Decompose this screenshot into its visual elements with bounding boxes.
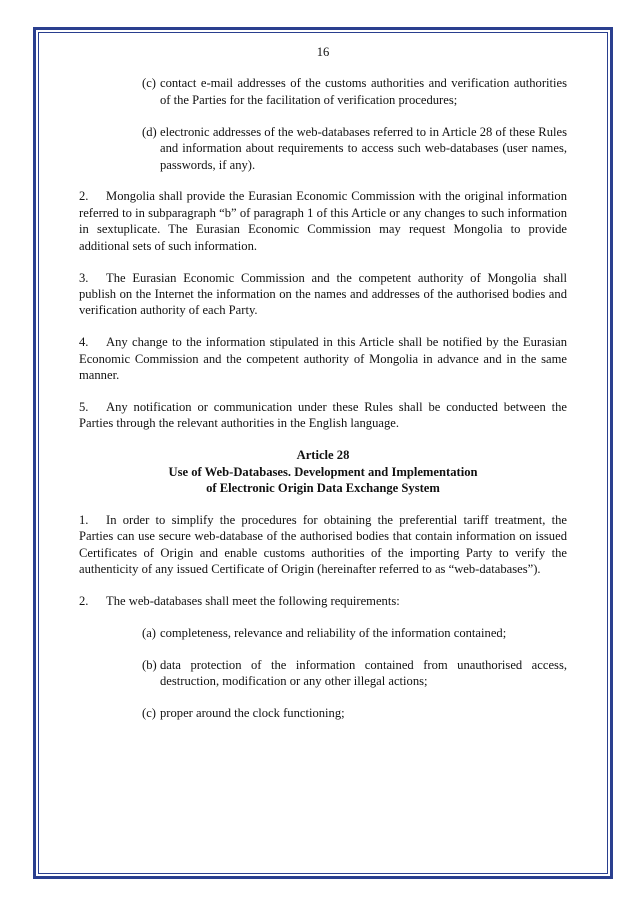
requirement-b (142, 657, 567, 690)
requirement-text: data protection of the information contained from unauthorised access, destruction, modification or any other illegal actions; (160, 657, 567, 689)
paragraph-number: 3. (79, 270, 89, 285)
paragraph-number: 2. (79, 594, 89, 609)
page-content (79, 44, 567, 737)
paragraph-text: Mongolia shall provide the Eurasian Economic Commission with the original information referred to in subparagraph “b” of paragraph 1 of this Article or any changes to such information in sextuplicate. The Eurasian Economic Commission may request Mongolia to provide additional sets of such information. (79, 189, 567, 253)
article-number: Article 28 (296, 448, 350, 463)
paragraph-number: 1. (79, 513, 89, 528)
paragraph-number: 4. (79, 335, 89, 350)
article-paragraph-1 (79, 512, 567, 578)
article-title-line-2: of Electronic Origin Data Exchange System (206, 481, 440, 496)
requirement-text: proper around the clock functioning; (160, 706, 345, 721)
requirement-label: (a) (142, 626, 156, 641)
paragraph-4 (79, 334, 567, 383)
paragraph-text: Any change to the information stipulated in this Article shall be notified by the Eurasian Economic Commission and the competent authority of Mongolia in advance and in the same manner. (79, 335, 567, 383)
paragraph-text: The web-databases shall meet the following requirements: (106, 594, 400, 609)
paragraph-number: 5. (79, 400, 89, 414)
requirement-a (142, 625, 567, 641)
subparagraph-d (142, 124, 567, 173)
subparagraph-text: contact e-mail addresses of the customs authorities and verification authorities of the Parties for the facilitation of verification procedures; (160, 76, 567, 107)
paragraph-5 (79, 399, 567, 432)
article-paragraph-2 (79, 593, 567, 609)
requirement-label: (b) (142, 657, 157, 672)
requirement-text: completeness, relevance and reliability of the information contained; (160, 626, 507, 641)
paragraph-text: In order to simplify the procedures for obtaining the preferential tariff treatment, the Parties can use secure web-database of the authorised bodies that contain information on issued Certificates of Origin and enable customs authorities of the importing Party to verify the authenticity of any issued Certificate of Origin (hereinafter referred to as “web-databases”). (79, 513, 567, 577)
page-number: 16 (316, 45, 330, 59)
paragraph-number: 2. (79, 189, 89, 204)
paragraph-3 (79, 270, 567, 319)
subparagraph-c (142, 75, 567, 108)
subparagraph-label: (d) (142, 124, 157, 139)
subparagraph-label: (c) (142, 76, 156, 91)
subparagraph-text: electronic addresses of the web-databases referred to in Article 28 of these Rules and information about requirements to access such web-databases (user names, passwords, if any). (160, 124, 567, 172)
requirement-label: (c) (142, 706, 156, 721)
paragraph-2 (79, 188, 567, 254)
requirement-c (142, 705, 567, 721)
paragraph-text: Any notification or communication under these Rules shall be conducted between the Parties through the relevant authorities in the English language. (79, 400, 567, 431)
article-heading (79, 447, 567, 496)
article-title-line-1: Use of Web-Databases. Development and Implementation (168, 464, 478, 479)
paragraph-text: The Eurasian Economic Commission and the competent authority of Mongolia shall publish on the Internet the information on the names and addresses of the authorised bodies and verification authority of each Party. (79, 270, 567, 318)
